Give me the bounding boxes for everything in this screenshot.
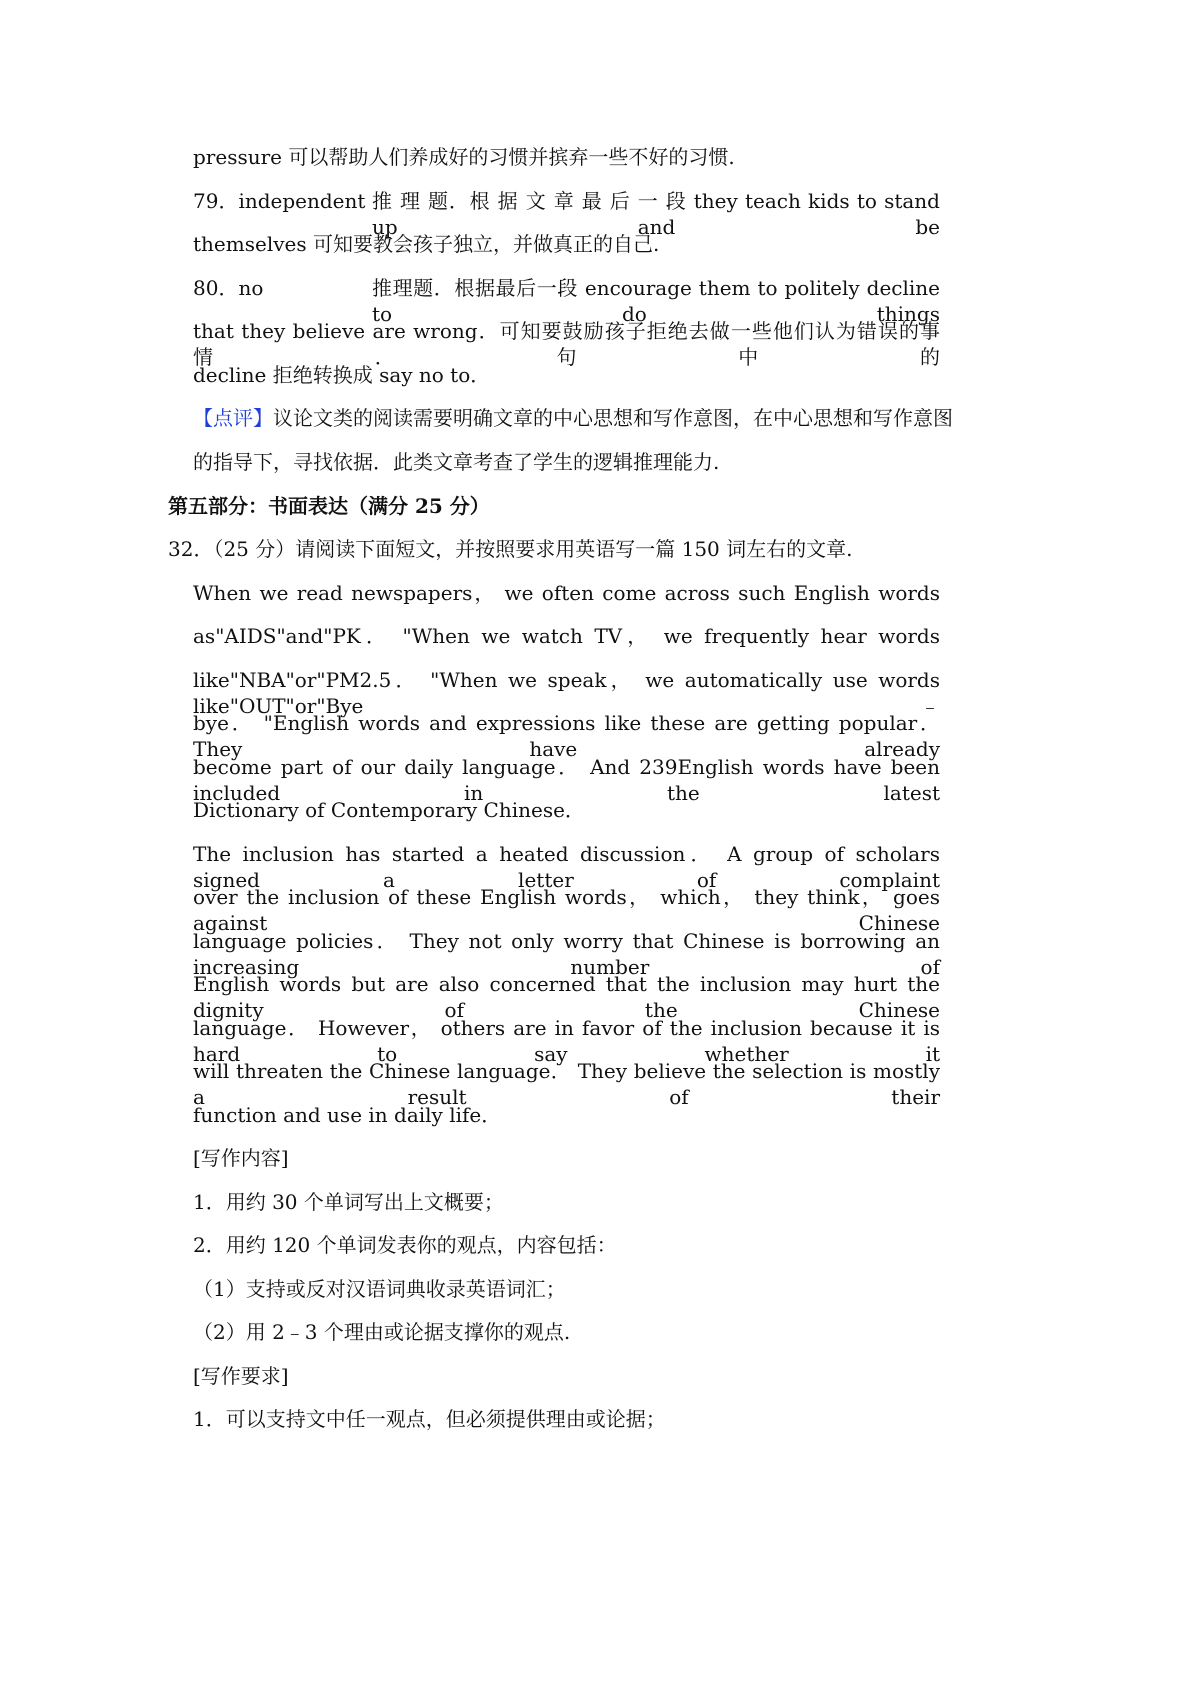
comment-line2: 的指导下，寻找依据．此类文章考查了学生的逻辑推理能力. xyxy=(193,450,720,474)
comment-label: 【点评】 xyxy=(193,406,273,430)
writing-requirement-1: 1．可以支持文中任一观点，但必须提供理由或论据； xyxy=(193,1407,666,1431)
passage-p2-line1: The inclusion has started a heated discussion． A group of scholars signed a letter of complaint xyxy=(193,842,940,892)
passage-p1-line1: When we read newspapers， we often come across such English words xyxy=(193,581,940,605)
content-requirements-heading: [写作内容] xyxy=(193,1146,289,1170)
passage-p2-line6: will threaten the Chinese language． They believe the selection is mostly a result of their xyxy=(193,1059,940,1109)
passage-p1-line5: become part of our daily language． And 239English words have been included in the latest xyxy=(193,755,940,805)
content-subitem-2: （2）用 2﹣3 个理由或论据支撑你的观点. xyxy=(193,1320,571,1344)
answer-80-explanation-line3: decline 拒绝转换成 say no to． xyxy=(193,363,491,387)
answer-80-number: 80．no xyxy=(193,276,264,300)
passage-p1-line6: Dictionary of Contemporary Chinese． xyxy=(193,798,585,822)
content-requirement-1: 1．用约 30 个单词写出上文概要； xyxy=(193,1190,504,1214)
passage-p1-line4: bye． "English words and expressions like these are getting popular． They have already xyxy=(193,711,940,761)
passage-p2-line5: language． However， others are in favor of the inclusion because it is hard to say whether it xyxy=(193,1016,940,1066)
answer-80-explanation-line1: 推理题．根据最后一段 encourage them to politely decline to do things xyxy=(372,276,940,326)
passage-p1-line2: as"AIDS"and"PK． "When we watch TV， we frequently hear words xyxy=(193,624,940,648)
question-stem: 32．（25 分）请阅读下面短文，并按照要求用英语写一篇 150 词左右的文章. xyxy=(168,537,853,561)
comment-text: 议论文类的阅读需要明确文章的中心思想和写作意图，在中心思想和写作意图 xyxy=(273,406,953,430)
answer-79-explanation-line2: themselves 可知要教会孩子独立，并做真正的自己. xyxy=(193,232,660,256)
passage-p2-line3: language policies． They not only worry that Chinese is borrowing an increasing number of xyxy=(193,929,940,979)
passage-p2-line2: over the inclusion of these English words， which， they think， goes against Chinese xyxy=(193,885,940,935)
answer-80-explanation-line2: that they believe are wrong．可知要鼓励孩子拒绝去做一些他们认为错误的事情．句中的 xyxy=(193,319,940,369)
answer-78-continuation: pressure 可以帮助人们养成好的习惯并摈弃一些不好的习惯. xyxy=(193,145,735,169)
answer-79-explanation-line1: 推 理 题．根 据 文 章 最 后 一 段 they teach kids to stand up and be xyxy=(372,189,940,239)
passage-p2-line4: English words but are also concerned that the inclusion may hurt the dignity of the Chinese xyxy=(193,972,940,1022)
content-requirement-2: 2．用约 120 个单词发表你的观点，内容包括： xyxy=(193,1233,617,1257)
content-subitem-1: （1）支持或反对汉语词典收录英语词汇； xyxy=(193,1277,566,1301)
passage-p1-line3: like"NBA"or"PM2.5． "When we speak， we automatically use words like"OUT"or"Bye﹣ xyxy=(193,668,940,718)
comment-line1 xyxy=(193,405,953,431)
passage-p2-line7: function and use in daily life． xyxy=(193,1103,502,1127)
writing-requirements-heading: [写作要求] xyxy=(193,1364,289,1388)
answer-79-number: 79．independent xyxy=(193,189,366,213)
section-title: 第五部分：书面表达（满分 25 分） xyxy=(168,494,490,518)
